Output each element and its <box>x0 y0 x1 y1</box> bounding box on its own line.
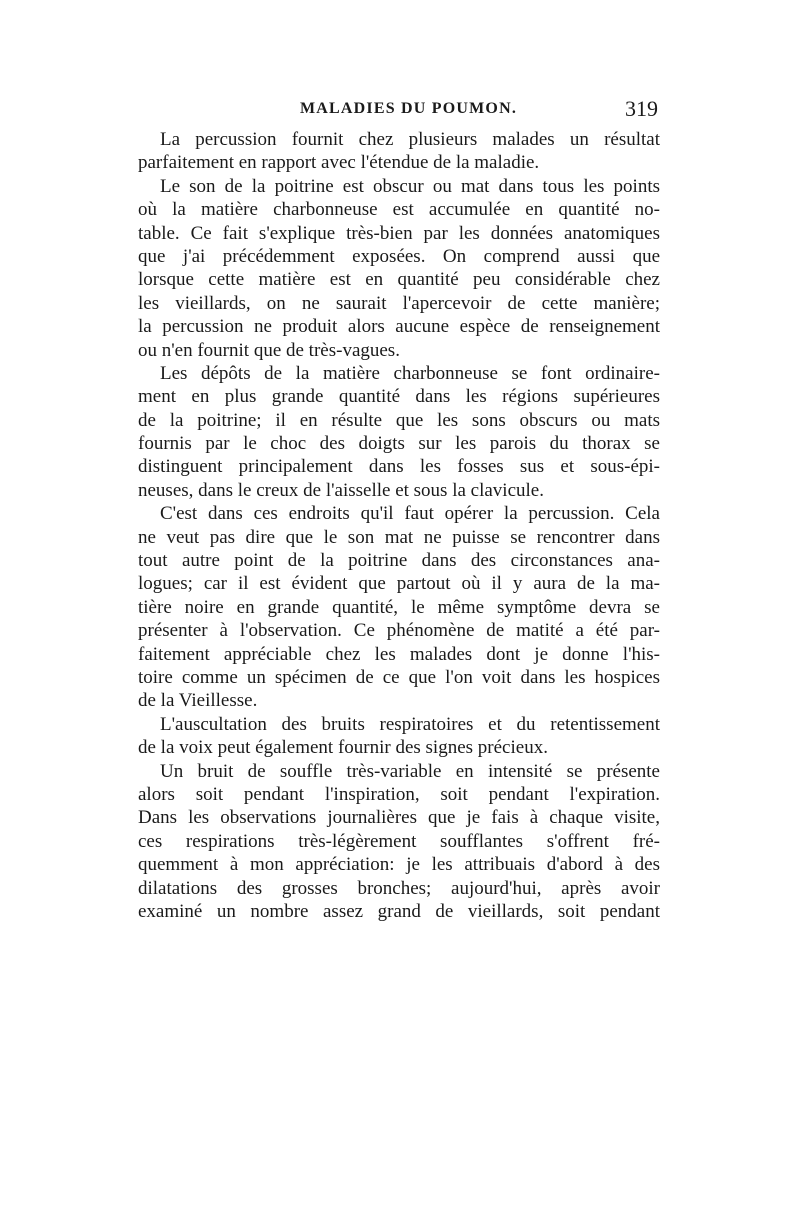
text-line: que j'ai précédemment exposées. On comprend aussi que <box>138 245 660 267</box>
text-line: tière noire en grande quantité, le même symptôme devra se <box>138 596 660 618</box>
text-line: Dans les observations journalières que je fais à chaque visite, <box>138 807 660 829</box>
text-line: toire comme un spécimen de ce que l'on voit dans les hospices <box>138 666 660 688</box>
text-line: table. Ce fait s'explique très-bien par les données anatomiques <box>138 222 660 244</box>
text-line: Le son de la poitrine est obscur ou mat dans tous les points <box>160 175 660 197</box>
running-head <box>138 98 660 128</box>
text-line: faitement appréciable chez les malades dont je donne l'his- <box>138 643 660 665</box>
text-line: ces respirations très-légèrement soufflantes s'offrent fré- <box>138 830 660 852</box>
paragraph-5 <box>138 713 660 760</box>
text-line: Un bruit de souffle très-variable en intensité se présente <box>160 760 660 782</box>
text-line: alors soit pendant l'inspiration, soit pendant l'expiration. <box>138 783 660 805</box>
text-line: ne veut pas dire que le son mat ne puisse se rencontrer dans <box>138 526 660 548</box>
paragraph-6 <box>138 760 660 924</box>
text-line: C'est dans ces endroits qu'il faut opérer la percussion. Cela <box>160 503 660 525</box>
text-line: neuses, dans le creux de l'aisselle et sous la clavicule. <box>138 479 544 501</box>
text-line: de la voix peut également fournir des signes précieux. <box>138 737 548 759</box>
text-line: ou n'en fournit que de très-vagues. <box>138 339 400 361</box>
page-number: 319 <box>625 96 658 121</box>
text-line: ment en plus grande quantité dans les régions supérieures <box>138 386 660 408</box>
text-line: de la poitrine; il en résulte que les sons obscurs ou mats <box>138 409 660 431</box>
text-line: tout autre point de la poitrine dans des circonstances ana- <box>138 550 660 572</box>
body-text <box>138 128 660 923</box>
text-line: L'auscultation des bruits respiratoires et du retentissement <box>160 713 660 735</box>
text-line: présenter à l'observation. Ce phénomène de matité a été par- <box>138 620 660 642</box>
text-line: quemment à mon appréciation: je les attribuais d'abord à des <box>138 854 660 876</box>
text-line: logues; car il est évident que partout où il y aura de la ma- <box>138 573 660 595</box>
text-line: La percussion fournit chez plusieurs malades un résultat <box>160 129 660 150</box>
text-line: les vieillards, on ne saurait l'apercevoir de cette manière; <box>138 292 660 314</box>
paragraph-2 <box>138 175 660 362</box>
text-line: examiné un nombre assez grand de vieillards, soit pendant <box>138 900 660 922</box>
paragraph-3 <box>138 362 660 502</box>
paragraph-4 <box>138 502 660 713</box>
paragraph-1 <box>138 128 660 175</box>
text-line: distinguent principalement dans les fosses sus et sous-épi- <box>138 456 660 478</box>
text-line: de la Vieillesse. <box>138 690 258 712</box>
text-line: la percussion ne produit alors aucune espèce de renseignement <box>138 316 660 338</box>
text-line: Les dépôts de la matière charbonneuse se font ordinaire- <box>160 362 660 384</box>
text-line: lorsque cette matière est en quantité peu considérable chez <box>138 269 660 291</box>
text-line: fournis par le choc des doigts sur les parois du thorax se <box>138 433 660 455</box>
running-title: MALADIES DU POUMON. <box>300 100 518 117</box>
text-line: où la matière charbonneuse est accumulée en quantité no- <box>138 199 660 221</box>
text-line: dilatations des grosses bronches; aujourd'hui, après avoir <box>138 877 660 899</box>
text-line: parfaitement en rapport avec l'étendue de la maladie. <box>138 152 540 174</box>
